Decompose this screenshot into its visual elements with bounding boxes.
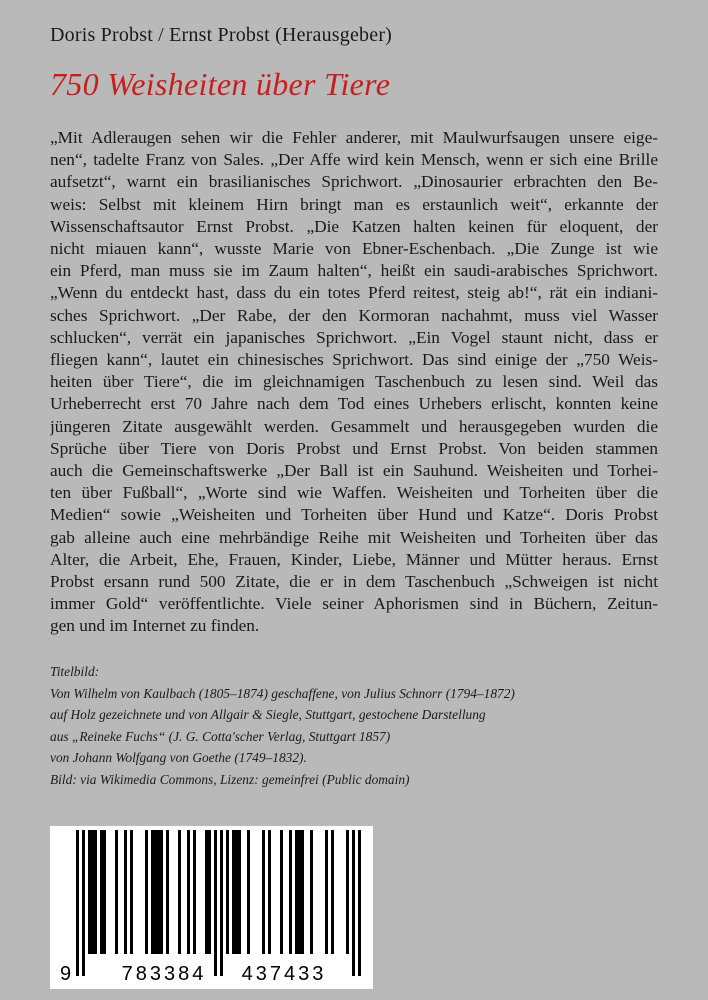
barcode-bar bbox=[280, 830, 283, 954]
barcode-bar bbox=[214, 830, 217, 976]
barcode-bar bbox=[346, 830, 349, 954]
blurb-line: aufsetzt“, warnt ein brasilianisches Sprichwort. „Dinosaurier erbrachten den Be- bbox=[50, 172, 658, 192]
image-credit bbox=[50, 661, 670, 790]
barcode-bar bbox=[178, 830, 181, 954]
isbn-barcode bbox=[50, 826, 373, 989]
barcode-bar bbox=[298, 830, 301, 954]
barcode-bar bbox=[154, 830, 157, 954]
barcode-right-digits: 437433 bbox=[241, 963, 327, 985]
book-title: 750 Weisheiten über Tiere bbox=[50, 66, 391, 102]
credit-line: von Johann Wolfgang von Goethe (1749–1832). bbox=[50, 750, 307, 765]
barcode-bar bbox=[130, 830, 133, 954]
blurb-line: schlucken“, verrät ein japanisches Sprichwort. „Ein Vogel staunt nicht, dass er bbox=[50, 327, 658, 347]
blurb-line: nicht miauen kann“, wusste Marie von Ebner-Eschenbach. „Die Zunge ist wie bbox=[50, 239, 658, 259]
blurb-line: Wissenschaftsautor Ernst Probst. „Die Katzen halten keinen für eloquent, der bbox=[50, 216, 658, 236]
barcode-bar bbox=[235, 830, 238, 954]
barcode-bar bbox=[220, 830, 223, 976]
barcode-bar bbox=[151, 830, 154, 954]
barcode-bar bbox=[352, 830, 355, 976]
blurb-line: heiten über Tiere“, die im gleichnamigen Taschenbuch zu lesen sind. Weil das bbox=[50, 372, 658, 392]
blurb-line: auch die Gemeinschaftswerke „Der Ball ist ein Sauhund. Weisheiten und Torhei- bbox=[50, 461, 658, 481]
barcode-bar bbox=[262, 830, 265, 954]
blurb-line: Medien“ sowie „Weisheiten und Torheiten über Hund und Katze“. Doris Probst bbox=[50, 505, 658, 525]
blurb-line: „Mit Adleraugen sehen wir die Fehler anderer, mit Maulwurfsaugen unsere eige- bbox=[50, 128, 658, 147]
barcode-bar bbox=[358, 830, 361, 976]
authors-line: Doris Probst / Ernst Probst (Herausgeber) bbox=[50, 24, 393, 46]
barcode-first-digit: 9 bbox=[60, 963, 72, 985]
blurb-line: nen“, tadelte Franz von Sales. „Der Affe wird kein Mensch, wenn er sich eine Brille bbox=[50, 150, 658, 170]
barcode-bar bbox=[247, 830, 250, 954]
barcode-bar bbox=[226, 830, 229, 954]
blurb-line: sches Sprichwort. „Der Rabe, der den Kormoran nachahmt, muss viel Wasser bbox=[50, 305, 658, 325]
blurb-line: Sprüche über Tiere von Doris Probst und Ernst Probst. Von beiden stammen bbox=[50, 438, 658, 458]
barcode-bar bbox=[193, 830, 196, 954]
blurb-line: Alter, die Arbeit, Ehe, Frauen, Kinder, Liebe, Männer und Mütter heraus. Ernst bbox=[50, 549, 658, 569]
barcode-bar bbox=[208, 830, 211, 954]
barcode-bar bbox=[166, 830, 169, 954]
barcode-bar bbox=[76, 830, 79, 976]
barcode-bar bbox=[145, 830, 148, 954]
blurb-line: gab alleine auch eine mehrbändige Reihe mit Weisheiten und Torheiten über das bbox=[50, 527, 658, 547]
credit-line: auf Holz gezeichnete und von Allgair & Siegle, Stuttgart, gestochene Darstellung bbox=[50, 707, 486, 722]
barcode-bar bbox=[301, 830, 304, 954]
blurb-line: fliegen kann“, lautet ein chinesisches Sprichwort. Das sind einige der „750 Weis- bbox=[50, 350, 658, 370]
barcode-bar bbox=[88, 830, 91, 954]
credit-line: aus „Reineke Fuchs“ (J. G. Cotta'scher Verlag, Stuttgart 1857) bbox=[50, 728, 391, 744]
blurb-line: gen und im Internet zu finden. bbox=[50, 616, 260, 636]
blurb-line: Probst ersann rund 500 Zitate, die er in dem Taschenbuch „Schweigen ist nicht bbox=[50, 572, 658, 592]
barcode-bars bbox=[76, 830, 361, 976]
barcode-bar bbox=[91, 830, 94, 954]
blurb-line: immer Gold“ veröffentlichte. Viele seiner Aphorismen sind in Büchern, Zeitun- bbox=[50, 594, 658, 614]
barcode-bar bbox=[268, 830, 271, 954]
blurb-line: ein Pferd, man muss sie im Zaum halten“, heißt ein saudi-arabisches Sprichwort. bbox=[50, 261, 658, 281]
barcode-bar bbox=[160, 830, 163, 954]
credit-line: Bild: via Wikimedia Commons, Lizenz: gemeinfrei (Public domain) bbox=[50, 771, 410, 787]
barcode-bar bbox=[94, 830, 97, 954]
barcode-bar bbox=[187, 830, 190, 954]
barcode-bar bbox=[232, 830, 235, 954]
barcode-bar bbox=[238, 830, 241, 954]
barcode-bar bbox=[325, 830, 328, 954]
barcode-graphic bbox=[50, 826, 373, 989]
barcode-bar bbox=[115, 830, 118, 954]
barcode-bar bbox=[310, 830, 313, 954]
barcode-bar bbox=[103, 830, 106, 954]
blurb-text bbox=[50, 127, 658, 638]
barcode-bar bbox=[331, 830, 334, 954]
barcode-bar bbox=[295, 830, 298, 954]
barcode-bar bbox=[205, 830, 208, 954]
barcode-bar bbox=[289, 830, 292, 954]
blurb-line: Urheberrecht erst 70 Jahre nach dem Tod eines Urhebers erlischt, konnten keine bbox=[50, 394, 658, 414]
blurb-line: jüngeren Zitate ausgewählt werden. Gesammelt und herausgegeben wurden die bbox=[50, 416, 658, 436]
blurb-line: weis: Selbst mit kleinem Hirn bringt man es erstaunlich weit“, erkannte der bbox=[50, 194, 658, 214]
barcode-bar bbox=[157, 830, 160, 954]
blurb-line: ten über Fußball“, „Worte sind wie Waffen. Weisheiten und Torheiten über die bbox=[50, 483, 658, 503]
barcode-left-digits: 783384 bbox=[121, 963, 207, 985]
credit-line: Von Wilhelm von Kaulbach (1805–1874) geschaffene, von Julius Schnorr (1794–1872) bbox=[50, 685, 515, 701]
barcode-bar bbox=[82, 830, 85, 976]
credit-line: Titelbild: bbox=[50, 664, 100, 679]
barcode-bar bbox=[124, 830, 127, 954]
blurb-line: „Wenn du entdeckt hast, dass du ein totes Pferd reitest, steig ab!“, rät ein indiani- bbox=[50, 283, 658, 303]
barcode-bar bbox=[100, 830, 103, 954]
